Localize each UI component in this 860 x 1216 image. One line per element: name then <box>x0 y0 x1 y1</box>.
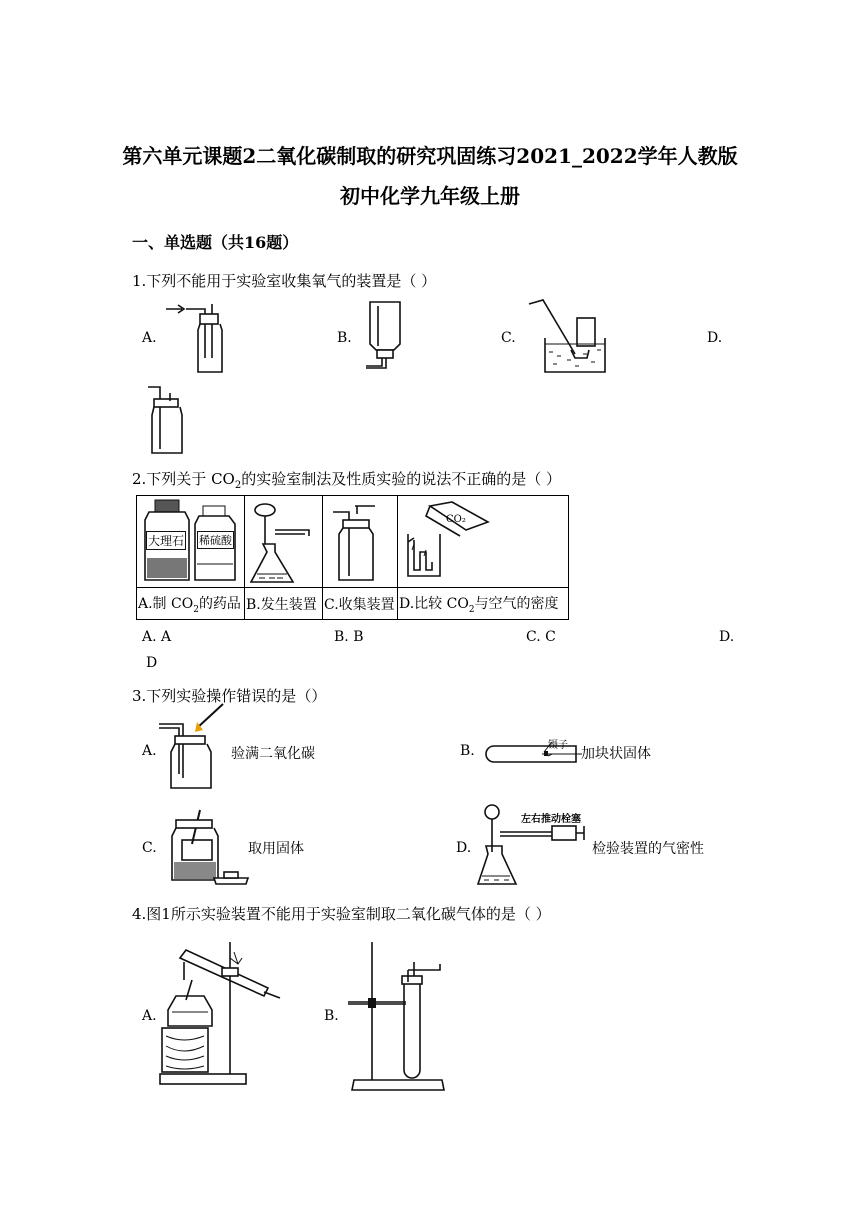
q3-option-b-text: 加块状固体 <box>581 746 651 762</box>
label-marble: 大理石 <box>146 531 186 550</box>
question-1-stem: 1.下列不能用于实验室收集氧气的装置是（ ） <box>132 272 437 290</box>
q2-option-b[interactable]: B. B <box>334 629 364 645</box>
q1-option-d[interactable]: D. <box>707 330 723 346</box>
q2-figure-reagents <box>137 496 244 587</box>
document-title-line1: 第六单元课题2二氧化碳制取的研究巩固练习2021_2022学年人教版 <box>122 144 738 168</box>
q4-figure-b <box>344 940 454 1092</box>
q2-figure-generator <box>245 496 322 587</box>
question-4-stem: 4.图1所示实验装置不能用于实验室制取二氧化碳气体的是（ ） <box>132 905 551 923</box>
q4-option-b[interactable]: B. <box>324 1008 339 1024</box>
q1-option-c[interactable]: C. <box>501 330 516 346</box>
q2-option-a[interactable]: A. A <box>142 629 172 645</box>
q3-figure-a <box>157 708 227 788</box>
q3-option-c[interactable]: C. <box>142 840 157 856</box>
q1-option-b[interactable]: B. <box>337 330 352 346</box>
q2-caption-b: B.发生装置 <box>245 588 323 620</box>
q3-figure-c <box>166 808 250 888</box>
q2-option-d-text: D <box>146 655 158 671</box>
q3-option-d[interactable]: D. <box>456 840 472 856</box>
question-2-stem: 2.下列关于 $CO_2$的实验室制法及性质实验的说法不正确的是（ ） <box>132 470 562 491</box>
label-acid: 稀硫酸 <box>197 531 234 549</box>
q3-option-a[interactable]: A. <box>142 743 157 759</box>
q2-caption-d: D.比较 $CO_2$与空气的密度 <box>398 588 569 620</box>
q2-table <box>136 495 569 620</box>
q2-caption-c: C.收集装置 <box>323 588 398 620</box>
q2-caption-a: A.制 $CO_2$的药品 <box>137 588 245 620</box>
q1-figure-a <box>160 300 230 380</box>
q3-tweezers-label: 镊子 <box>548 740 568 751</box>
q1-figure-c <box>527 300 607 378</box>
q2-figure-collector <box>323 496 397 587</box>
q2-option-c[interactable]: C. C <box>526 629 556 645</box>
section-heading: 一、单选题（共16题） <box>132 233 299 252</box>
q4-option-a[interactable]: A. <box>142 1008 157 1024</box>
q1-figure-d <box>140 383 190 458</box>
q3-syringe-label: 左右推动栓塞 <box>521 814 581 825</box>
q2-option-d[interactable]: D. <box>719 629 735 645</box>
label-co2: CO₂ <box>446 514 466 525</box>
q1-option-a[interactable]: A. <box>142 330 157 346</box>
q2-figure-density <box>398 496 568 587</box>
q3-option-c-text: 取用固体 <box>248 841 304 857</box>
document-title-line2: 初中化学九年级上册 <box>340 184 520 208</box>
q4-figure-a <box>156 940 286 1090</box>
q3-option-a-text: 验满二氧化碳 <box>231 746 315 762</box>
q1-figure-b <box>360 298 420 373</box>
q3-option-b[interactable]: B. <box>460 743 475 759</box>
question-3-stem: 3.下列实验操作错误的是（） <box>132 687 327 705</box>
q3-option-d-text: 检验装置的气密性 <box>592 841 704 857</box>
